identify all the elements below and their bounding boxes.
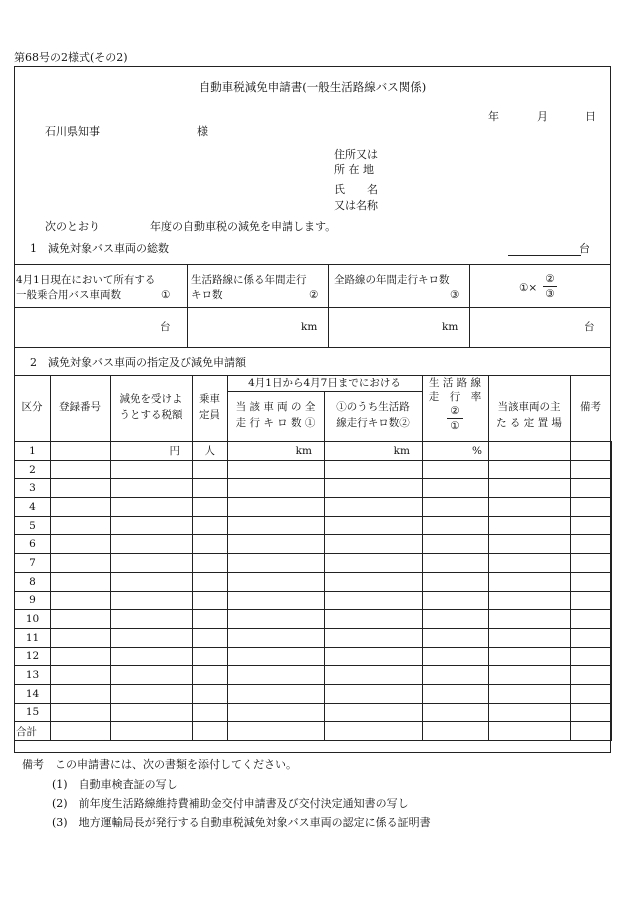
table-cell [571, 554, 612, 573]
header-place-2: た る 定 置 場 [496, 417, 562, 429]
row-number-cell: 2 [15, 460, 51, 479]
table-cell [571, 628, 612, 647]
table-cell [325, 535, 423, 554]
table-cell [193, 666, 228, 685]
table-cell [571, 535, 612, 554]
table-cell [489, 610, 571, 629]
rule [14, 375, 611, 376]
table-cell [193, 535, 228, 554]
s1-col2-mark: ② [309, 289, 319, 301]
table-cell [193, 498, 228, 517]
table-cell [325, 666, 423, 685]
table-row [15, 479, 612, 498]
header-rate-numerator: ② [450, 405, 460, 417]
table-cell [111, 460, 193, 479]
s1-col4-denominator: ③ [545, 288, 555, 300]
table-cell [228, 516, 325, 535]
table-cell [489, 554, 571, 573]
table-row [15, 516, 612, 535]
notes-item-2: (2) 前年度生活路線維持費補助金交付申請書及び交付決定通知書の写し [52, 797, 409, 810]
table-cell [111, 666, 193, 685]
row-number-cell: 4 [15, 498, 51, 517]
unit-label: 人 [204, 445, 215, 458]
row-number-cell: 8 [15, 572, 51, 591]
header-remarks: 備考 [580, 401, 601, 413]
notes-item-1: (1) 自動車検査証の写し [52, 778, 178, 791]
row-number-cell: 7 [15, 554, 51, 573]
unit-label: km [393, 444, 410, 457]
table-cell [111, 498, 193, 517]
table-cell [325, 628, 423, 647]
table-cell [51, 684, 111, 703]
table-cell [423, 554, 489, 573]
statement-text: 年度の自動車税の減免を申請します。 [150, 220, 337, 233]
header-life-km-1: ①のうち生活路 [336, 401, 410, 413]
s1-col4-fraction [543, 273, 557, 300]
table-cell [423, 479, 489, 498]
table-cell [111, 516, 193, 535]
table-cell [228, 666, 325, 685]
section1-heading: 1 減免対象バス車両の総数 [30, 242, 169, 255]
table-cell [111, 442, 193, 461]
rule [14, 307, 611, 308]
rule [328, 264, 329, 347]
header-registration-number: 登録番号 [59, 401, 101, 413]
table-cell [571, 572, 612, 591]
table-cell [489, 535, 571, 554]
table-cell [423, 647, 489, 666]
table-cell [51, 666, 111, 685]
header-tax-2: うとする税額 [119, 409, 183, 421]
addressee-honorific: 様 [197, 125, 208, 138]
table-cell [423, 722, 489, 741]
header-capacity-2: 定員 [199, 409, 220, 421]
table-cell [193, 554, 228, 573]
table-cell [193, 703, 228, 722]
table-cell [571, 684, 612, 703]
header-place-1: 当該車両の主 [497, 401, 561, 413]
s1-unit-km-life: km [301, 321, 318, 333]
table-cell [193, 442, 228, 461]
table-cell [193, 479, 228, 498]
table-cell [193, 516, 228, 535]
row-number-cell: 1 [15, 442, 51, 461]
address-label-1: 住所又は [334, 148, 378, 161]
table-row [15, 684, 612, 703]
table-cell [111, 703, 193, 722]
table-cell [325, 610, 423, 629]
table-cell [111, 535, 193, 554]
table-cell [489, 516, 571, 535]
table-cell [571, 666, 612, 685]
addressee-governor: 石川県知事 [45, 125, 100, 138]
table-cell [571, 610, 612, 629]
table-row [15, 442, 612, 461]
table-cell [489, 684, 571, 703]
table-cell [571, 479, 612, 498]
header-capacity-1: 乗車 [199, 393, 220, 405]
table-cell [228, 703, 325, 722]
s1-col4-formula-left: ①× [519, 282, 538, 294]
table-cell [423, 535, 489, 554]
table-cell [489, 460, 571, 479]
table-row [15, 610, 612, 629]
name-label-1: 氏 名 [334, 183, 378, 196]
header-period: 4月1日から4月7日までにおける [248, 377, 401, 389]
table-cell [111, 722, 193, 741]
total-row [15, 722, 612, 741]
table-cell [228, 628, 325, 647]
table-cell [325, 703, 423, 722]
table-cell [111, 610, 193, 629]
table-cell [51, 610, 111, 629]
table-cell [228, 498, 325, 517]
vehicle-list-table [14, 441, 612, 741]
table-cell [228, 684, 325, 703]
table-row [15, 666, 612, 685]
form-number: 第68号の2様式(その2) [14, 51, 128, 64]
row-number-cell: 13 [15, 666, 51, 685]
table-cell [111, 628, 193, 647]
table-cell [228, 722, 325, 741]
table-cell [228, 610, 325, 629]
s1-unit-result: 台 [584, 321, 595, 333]
table-cell [423, 498, 489, 517]
table-cell [571, 703, 612, 722]
unit-label: km [295, 444, 312, 457]
table-cell [325, 572, 423, 591]
notes-intro: 備考 この申請書には、次の書類を添付してください。 [22, 758, 297, 771]
table-cell [423, 460, 489, 479]
table-cell [571, 591, 612, 610]
statement-prefix: 次のとおり [45, 220, 100, 233]
table-cell [111, 647, 193, 666]
row-number-cell: 3 [15, 479, 51, 498]
header-rate-fraction [447, 405, 463, 432]
table-cell [423, 703, 489, 722]
table-row [15, 535, 612, 554]
s1-col4-numerator: ② [545, 273, 555, 285]
table-cell [51, 516, 111, 535]
table-row [15, 647, 612, 666]
table-cell [193, 572, 228, 591]
table-cell [325, 647, 423, 666]
table-cell [325, 554, 423, 573]
table-cell [423, 442, 489, 461]
table-cell [423, 684, 489, 703]
row-number-cell: 9 [15, 591, 51, 610]
row-number-cell: 5 [15, 516, 51, 535]
notes-item-3: (3) 地方運輸局長が発行する自動車税減免対象バス車両の認定に係る証明書 [52, 816, 431, 829]
rule [324, 391, 325, 441]
table-cell [193, 610, 228, 629]
table-cell [489, 498, 571, 517]
date-month-label: 月 [537, 110, 548, 123]
table-cell [489, 628, 571, 647]
table-cell [228, 442, 325, 461]
header-tax-1: 減免を受けよ [119, 393, 183, 405]
table-row [15, 703, 612, 722]
table-cell [228, 535, 325, 554]
header-rate-2: 走 行 率 [428, 391, 482, 403]
table-cell [489, 666, 571, 685]
table-cell [571, 460, 612, 479]
table-cell [111, 591, 193, 610]
row-number-cell: 6 [15, 535, 51, 554]
table-cell [423, 666, 489, 685]
table-cell [51, 572, 111, 591]
row-number-cell: 15 [15, 703, 51, 722]
table-cell [423, 610, 489, 629]
s1-col2-line2: キロ数 [191, 289, 223, 301]
rule [14, 347, 611, 348]
fraction-bar [447, 418, 463, 419]
row-number-cell: 12 [15, 647, 51, 666]
table-cell [325, 722, 423, 741]
table-cell [325, 442, 423, 461]
s1-col2-line1: 生活路線に係る年間走行 [191, 274, 307, 286]
table-cell [325, 479, 423, 498]
table-cell [489, 703, 571, 722]
s1-col1-line1: 4月1日現在において所有する [16, 274, 156, 286]
table-cell [228, 479, 325, 498]
table-cell [111, 479, 193, 498]
table-cell [193, 684, 228, 703]
rule [192, 375, 193, 441]
table-cell [423, 628, 489, 647]
table-cell [423, 572, 489, 591]
header-life-km-2: 線走行キロ数② [336, 417, 410, 429]
rule [110, 375, 111, 441]
section1-total-underline [508, 255, 581, 256]
table-row [15, 591, 612, 610]
table-cell [51, 591, 111, 610]
table-cell [193, 647, 228, 666]
table-cell [325, 684, 423, 703]
table-cell [51, 535, 111, 554]
table-cell [325, 591, 423, 610]
table-cell [51, 628, 111, 647]
table-cell [111, 572, 193, 591]
s1-unit-km-all: km [442, 321, 459, 333]
table-cell [228, 460, 325, 479]
unit-label: % [472, 444, 482, 457]
table-cell [193, 722, 228, 741]
table-cell [51, 479, 111, 498]
rule [187, 264, 188, 347]
row-number-cell: 11 [15, 628, 51, 647]
table-cell [571, 647, 612, 666]
table-cell [193, 591, 228, 610]
s1-col3-line1: 全路線の年間走行キロ数 [334, 274, 450, 286]
date-day-label: 日 [585, 110, 596, 123]
table-row [15, 628, 612, 647]
table-cell [325, 460, 423, 479]
table-cell [228, 647, 325, 666]
unit-label: 円 [169, 445, 180, 458]
address-label-2: 所 在 地 [334, 163, 374, 176]
header-kubun: 区分 [21, 401, 43, 413]
s1-col1-line2: 一般乗合用バス車両数 [16, 289, 121, 301]
table-cell [193, 628, 228, 647]
rule [14, 264, 611, 265]
table-cell [423, 591, 489, 610]
table-row [15, 460, 612, 479]
table-cell [111, 684, 193, 703]
table-cell [489, 722, 571, 741]
row-number-cell: 10 [15, 610, 51, 629]
table-cell [193, 460, 228, 479]
header-rate-1: 生 活 路 線 [428, 377, 481, 389]
header-total-km-1: 当 該 車 両 の 全 [235, 401, 316, 413]
table-cell [51, 722, 111, 741]
row-number-cell: 14 [15, 684, 51, 703]
date-year-label: 年 [488, 110, 499, 123]
header-total-km-2: 走 行 キ ロ 数 ① [235, 417, 316, 429]
table-cell [325, 516, 423, 535]
table-cell [571, 442, 612, 461]
table-cell [423, 516, 489, 535]
total-label-cell: 合計 [15, 722, 51, 741]
name-label-2: 又は名称 [334, 199, 378, 212]
table-cell [489, 572, 571, 591]
table-cell [228, 554, 325, 573]
table-cell [51, 554, 111, 573]
header-rate-denominator: ① [450, 420, 460, 432]
s1-col1-mark: ① [161, 289, 171, 301]
table-cell [571, 516, 612, 535]
table-cell [51, 647, 111, 666]
table-row [15, 554, 612, 573]
s1-col3-mark: ③ [450, 289, 460, 301]
s1-unit-vehicles: 台 [160, 321, 171, 333]
table-cell [489, 591, 571, 610]
rule [469, 264, 470, 347]
table-row [15, 572, 612, 591]
fraction-bar [543, 286, 557, 287]
table-cell [51, 703, 111, 722]
table-cell [489, 479, 571, 498]
table-cell [51, 460, 111, 479]
table-cell [51, 498, 111, 517]
section2-heading: 2 減免対象バス車両の指定及び減免申請額 [30, 356, 246, 369]
section1-total-unit: 台 [579, 242, 590, 255]
table-cell [571, 722, 612, 741]
table-cell [489, 647, 571, 666]
table-cell [228, 572, 325, 591]
table-cell [228, 591, 325, 610]
table-cell [51, 442, 111, 461]
table-cell [489, 442, 571, 461]
table-row [15, 498, 612, 517]
table-cell [111, 554, 193, 573]
form-title: 自動車税減免申請書(一般生活路線バス関係) [198, 80, 427, 94]
table-cell [571, 498, 612, 517]
table-cell [325, 498, 423, 517]
